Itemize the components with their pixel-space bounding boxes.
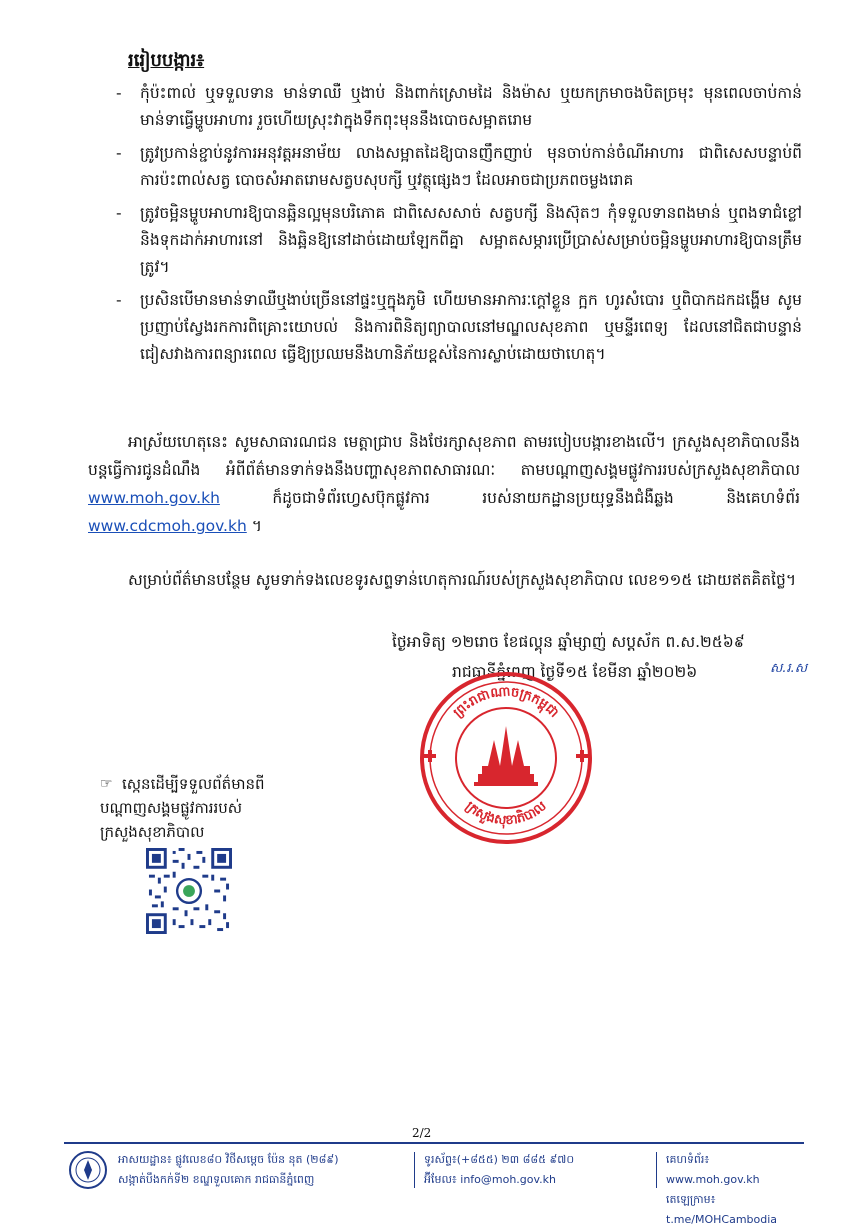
lunar-date-line: ថ្ងៃអាទិត្យ ១២រោច ខែផល្គុន ឆ្នាំម្សាញ់ សប្តស័ក ព.ស.២៥៦៩ xyxy=(392,633,745,651)
footer-online xyxy=(666,1150,804,1230)
letterhead-footer xyxy=(64,1148,804,1226)
footer-address xyxy=(118,1150,339,1190)
website-link[interactable]: គេហទំព័រ៖ www.moh.gov.kh xyxy=(666,1153,760,1186)
moh-website-link[interactable]: www.moh.gov.kh xyxy=(88,489,220,507)
qr-caption xyxy=(100,772,265,844)
list-item-text: កុំប៉ះពាល់ ឬទទួលទាន មាន់ទាឈឺ ឬងាប់ និងពាក់ស្រោមដៃ និងម៉ាស ឬយកក្រមាចងបិតច្រមុះ មុនពេលចាប់កាន់មាន់ទាធ្វើម្ហូបអាហារ រួចហើយស្រុះវាក្នុងទឹកពុះមុននឹងបោចសម្អាតរោម xyxy=(140,84,802,129)
email-address[interactable]: អ៊ីមែល៖ info@moh.gov.kh xyxy=(424,1173,557,1186)
qr-caption-line: ក្រសួងសុខាភិបាល xyxy=(100,823,205,841)
list-item-text: ប្រសិនបើមានមាន់ទាឈឺឬងាប់ច្រើននៅផ្ទះឬក្នុងភូមិ ហើយមានអាការៈក្ដៅខ្លួន ក្អក ហូរសំបោរ ឬពិបាកដកដង្ហើម សូមប្រញាប់ស្វែងរកការពិគ្រោះយោបល់ និងការពិនិត្យព្យាបាលនៅមណ្ឌលសុខភាព ឬមន្ទីរពេទ្យ ដែលនៅជិតជាបន្ទាន់ ជៀសវាងការពន្យារពេល ធ្វើឱ្យប្រឈមនឹងហានិភ័យខ្ពស់នៃការស្លាប់ដោយថាហេតុ។ xyxy=(140,291,802,363)
section-heading: ររៀបបង្ការ៖ xyxy=(128,50,205,71)
list-item xyxy=(112,140,802,194)
bullet-dash: - xyxy=(116,204,122,222)
ministry-logo-icon xyxy=(68,1150,108,1190)
address-line: សង្កាត់បឹងកក់ទី២ ខណ្ឌទួលគោក រាជធានីភ្នំពេញ xyxy=(118,1173,315,1186)
list-item-text: ត្រូវប្រកាន់ខ្ជាប់នូវការអនុវត្តអនាម័យ លាងសម្អាតដៃឱ្យបានញឹកញាប់ មុនចាប់កាន់ចំណីអាហារ ជាពិសេសបន្ទាប់ពីការប៉ះពាល់សត្វ បោចសំអាតរោមសត្វបសុបក្សី ឬវត្ថុផ្សេងៗ ដែលអាចជាប្រភពចម្លងរោគ xyxy=(140,144,802,189)
angkor-temple-icon xyxy=(474,726,538,786)
qr-caption-line: ស្កេនដើម្បីទទួលព័ត៌មានពី xyxy=(122,775,265,793)
bullet-dash: - xyxy=(116,84,122,102)
qr-caption-line: បណ្ដាញសង្គមផ្លូវការរបស់ xyxy=(100,799,243,817)
svg-text:ព្រះរាជាណាចក្រកម្ពុជា xyxy=(451,684,561,720)
footer-divider xyxy=(64,1142,804,1144)
bullet-dash: - xyxy=(116,144,122,162)
cdc-website-link[interactable]: www.cdcmoh.gov.kh xyxy=(88,517,247,535)
address-line: អាសយដ្ឋាន៖ ផ្លូវលេខ៨០ វិថីសម្តេច ប៉ែន នុត (២៨៩) xyxy=(118,1153,339,1166)
paragraph-text-start: អាស្រ័យហេតុនេះ សូមសាធារណជន មេត្តាជ្រាប និងថែរក្សាសុខភាព តាមរបៀបបង្ការខាងលើ។ ក្រសួងសុខាភិបាលនឹងបន្តធ្វើការជូនដំណឹង អំពីព័ត៌មានទាក់ទងនឹងបញ្ហាសុខភាពសាធារណៈ តាមបណ្ដាញសង្គមផ្លូវការរបស់ក្រសួងសុខាភិបាល xyxy=(88,433,800,479)
list-item-text: ត្រូវចម្អិនម្ហូបអាហារឱ្យបានឆ្អិនល្អមុនបរិភោគ ជាពិសេសសាច់ សត្វបក្សី និងស៊ុតៗ កុំទទួលទានពងមាន់ ឬពងទាជំខ្លៅ និងទុកដាក់អាហារនៅ និងឆ្អិនឱ្យនៅដាច់ដោយឡែកពីគ្នា សម្អាតសម្ភារប្រើប្រាស់សម្រាប់ចម្អិនម្ហូបអាហារឱ្យបានត្រឹមត្រូវ។ xyxy=(140,204,802,276)
list-item xyxy=(112,287,802,368)
hotline-paragraph: សម្រាប់ព័ត៌មានបន្ថែម សូមទាក់ទងលេខទូរសព្ទទាន់ហេតុការណ៍របស់ក្រសួងសុខាភិបាល លេខ១១៥ ដោយឥតគិតថ្លៃ។ xyxy=(128,571,797,589)
footer-separator xyxy=(656,1152,657,1188)
place-date-line: រាជធានីភ្នំពេញ ថ្ងៃទី១៥ ខែមីនា ឆ្នាំ២០២៦ xyxy=(452,663,698,681)
svg-text:ក្រសួងសុខាភិបាល xyxy=(462,798,550,829)
bullet-dash: - xyxy=(116,291,122,309)
prevention-list xyxy=(112,80,802,374)
list-item xyxy=(112,80,802,134)
handwritten-initials: ស.រ.ស xyxy=(770,661,808,676)
footer-contact xyxy=(424,1150,574,1190)
phone-number: ទូរស័ព្ទ៖(+៨៥៥) ២៣ ៨៨៥ ៩៧០ xyxy=(424,1153,575,1166)
notice-paragraph xyxy=(88,428,800,540)
paragraph-text-middle: ក៏ដូចជាទំព័រហ្វេសប៊ុកផ្លូវការ របស់នាយកដ្ឋានប្រយុទ្ធនឹងជំងឺឆ្លង និងគេហទំព័រ xyxy=(219,489,800,507)
paragraph-text-end: ។ xyxy=(246,517,262,535)
ministry-seal-stamp xyxy=(418,670,594,846)
page-number: 2/2 xyxy=(412,1126,432,1140)
seal-bottom-text: ក្រសួងសុខាភិបាល xyxy=(462,798,550,829)
footer-separator xyxy=(414,1152,415,1188)
pointing-hand-icon: ☞ xyxy=(100,776,113,792)
list-item xyxy=(112,200,802,281)
seal-top-text: ព្រះរាជាណាចក្រកម្ពុជា xyxy=(450,684,562,721)
qr-code[interactable] xyxy=(146,848,232,934)
telegram-link[interactable]: តេឡេក្រាម៖ t.me/MOHCambodia xyxy=(666,1193,778,1226)
